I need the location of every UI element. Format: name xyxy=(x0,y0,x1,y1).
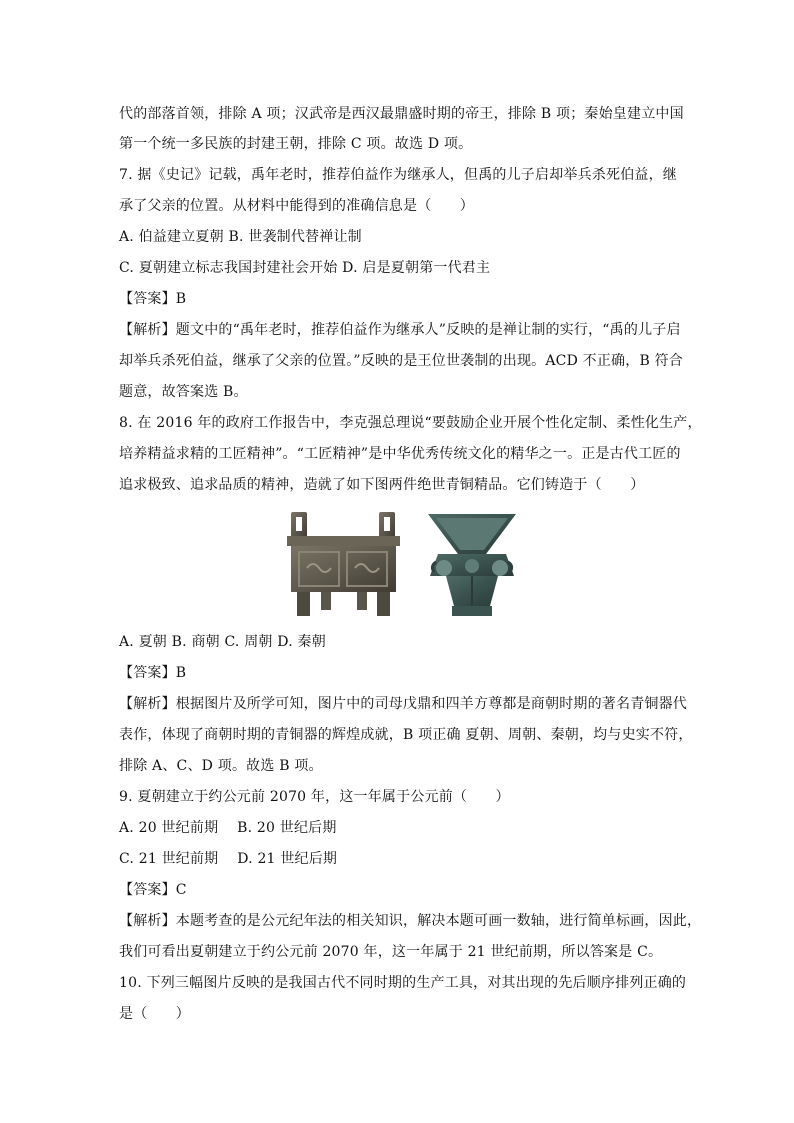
answer-label: 【答案】B xyxy=(119,665,187,681)
bronze-zun-image xyxy=(424,510,520,618)
text-line: 培养精益求精的工匠精神”。“工匠精神”是中华优秀传统文化的精华之一。正是古代工匠的 xyxy=(119,446,681,462)
text-line: 第一个统一多民族的封建王朝，排除 C 项。故选 D 项。 xyxy=(119,136,473,152)
text-line: 是（ ） xyxy=(119,1006,190,1022)
option-line: A. 夏朝 B. 商朝 C. 周朝 D. 秦朝 xyxy=(119,634,326,650)
question-10: 10. 下列三幅图片反映的是我国古代不同时期的生产工具，对其出现的先后顺序排列正确的 xyxy=(119,975,687,991)
text-line: 代的部落首领，排除 A 项；汉武帝是西汉最鼎盛时期的帝王，排除 B 项；秦始皇建立中国 xyxy=(119,106,684,122)
bronze-ding-image xyxy=(281,510,406,618)
analysis-text: 排除 A、C、D 项。故选 B 项。 xyxy=(119,758,323,774)
option-line: C. 夏朝建立标志我国封建社会开始 D. 启是夏朝第一代君主 xyxy=(119,260,491,276)
analysis-text: 【解析】根据图片及所学可知，图片中的司母戊鼎和四羊方尊都是商朝时期的著名青铜器代 xyxy=(119,696,687,712)
question-8: 8. 在 2016 年的政府工作报告中，李克强总理说“要鼓励企业开展个性化定制、柔性化生产， xyxy=(119,415,702,431)
answer-label: 【答案】C xyxy=(119,882,187,898)
question-7: 7. 据《史记》记载，禹年老时，推荐伯益作为继承人，但禹的儿子启却举兵杀死伯益，继 xyxy=(119,167,678,183)
text-line: 追求极致、追求品质的精神，造就了如下图两件绝世青铜精品。它们铸造于（ ） xyxy=(119,477,645,493)
option-line: A. 20 世纪前期 B. 20 世纪后期 xyxy=(119,820,337,836)
text-line: 承了父亲的位置。从材料中能得到的准确信息是（ ） xyxy=(119,198,474,214)
analysis-text: 【解析】题文中的“禹年老时，推荐伯益作为继承人”反映的是禅让制的实行，“禹的儿子启 xyxy=(119,322,681,338)
analysis-text: 【解析】本题考查的是公元纪年法的相关知识，解决本题可画一数轴，进行简单标画，因此， xyxy=(119,913,702,929)
option-line: C. 21 世纪前期 D. 21 世纪后期 xyxy=(119,851,338,867)
option-line: A. 伯益建立夏朝 B. 世袭制代替禅让制 xyxy=(119,229,362,245)
analysis-text: 我们可看出夏朝建立于约公元前 2070 年，这一年属于 21 世纪前期，所以答案是 C。 xyxy=(119,944,663,960)
question-9: 9. 夏朝建立于约公元前 2070 年，这一年属于公元前（ ） xyxy=(119,789,510,805)
analysis-text: 却举兵杀死伯益，继承了父亲的位置。”反映的是王位世袭制的出现。ACD 不正确，B 符合 xyxy=(119,353,683,369)
answer-label: 【答案】B xyxy=(119,291,187,307)
analysis-text: 表作，体现了商朝时期的青铜器的辉煌成就，B 项正确 夏朝、周朝、秦朝，均与史实不符， xyxy=(119,727,693,743)
analysis-text: 题意，故答案选 B。 xyxy=(119,384,248,400)
